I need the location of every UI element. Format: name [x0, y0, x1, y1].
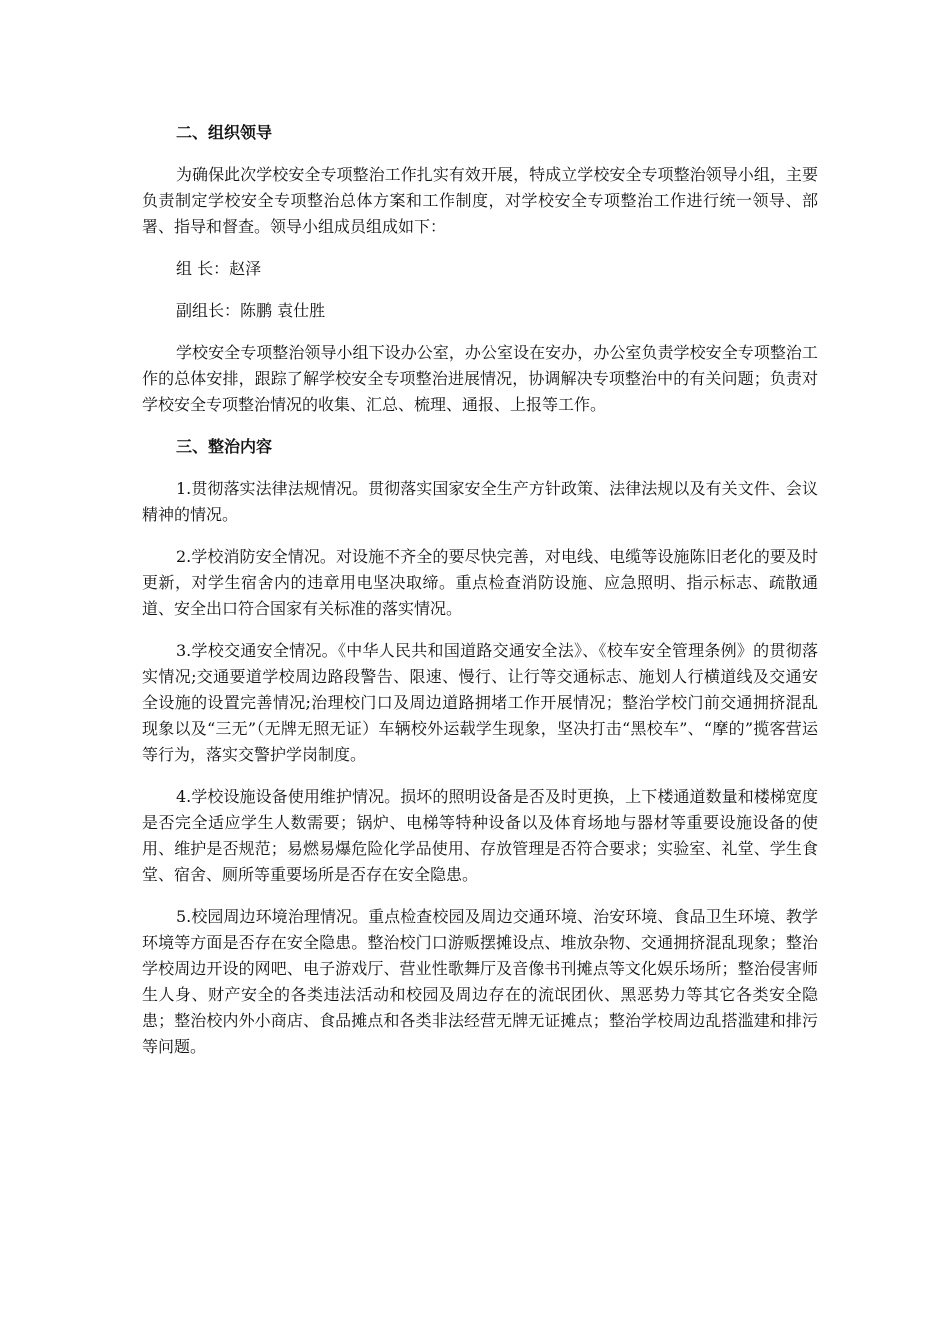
deputy-leader-line [142, 298, 818, 324]
list-item-surroundings: 5.校园周边环境治理情况。重点检查校园及周边交通环境、治安环境、食品卫生环境、教学环境等方面是否存在安全隐患。整治校门口游贩摆摊设点、堆放杂物、交通拥挤混乱现象；整治学校周边开设的网吧、电子游戏厅、营业性歌舞厅及音像书刊摊点等文化娱乐场所；整治侵害师生人身、财产安全的各类违法活动和校园及周边存在的流氓团伙、黑恶势力等其它各类安全隐患；整治校内外小商店、食品摊点和各类非法经营无牌无证摊点；整治学校周边乱搭滥建和排污等问题。 [142, 907, 818, 1056]
list-item-laws: 1.贯彻落实法律法规情况。贯彻落实国家安全生产方针政策、法律法规以及有关文件、会议精神的情况。 [142, 479, 818, 524]
deputy-names: 陈鹏 袁仕胜 [240, 301, 326, 320]
list-item-fire-safety: 2.学校消防安全情况。对设施不齐全的要尽快完善，对电线、电缆等设施陈旧老化的要及时更新，对学生宿舍内的违章用电坚决取缔。重点检查消防设施、应急照明、指示标志、疏散通道、安全出口符合国家有关标准的落实情况。 [142, 547, 818, 618]
leader-label: 组 长： [176, 259, 230, 278]
leader-names: 赵泽 [229, 259, 262, 278]
section-heading-organization: 二、组织领导 [176, 123, 273, 142]
deputy-label: 副组长： [176, 301, 241, 320]
leader-line [142, 256, 818, 282]
paragraph-office: 学校安全专项整治领导小组下设办公室，办公室设在安办，办公室负责学校安全专项整治工作的总体安排，跟踪了解学校安全专项整治进展情况，协调解决专项整治中的有关问题；负责对学校安全专项整治情况的收集、汇总、梳理、通报、上报等工作。 [142, 343, 818, 414]
paragraph-leadership-intro: 为确保此次学校安全专项整治工作扎实有效开展，特成立学校安全专项整治领导小组，主要负责制定学校安全专项整治总体方案和工作制度，对学校安全专项整治工作进行统一领导、部署、指导和督查。领导小组成员组成如下： [142, 165, 818, 236]
list-item-facility-maintenance: 4.学校设施设备使用维护情况。损坏的照明设备是否及时更换，上下楼通道数量和楼梯宽度是否完全适应学生人数需要；锅炉、电梯等特种设备以及体育场地与器材等重要设施设备的使用、维护是否规范；易燃易爆危险化学品使用、存放管理是否符合要求；实验室、礼堂、学生食堂、宿舍、厕所等重要场所是否存在安全隐患。 [142, 787, 818, 884]
section-heading-rectification: 三、整治内容 [176, 437, 273, 456]
document-body [142, 120, 818, 1076]
list-item-traffic-safety: 3.学校交通安全情况。《中华人民共和国道路交通安全法》、《校车安全管理条例》的贯彻落实情况;交通要道学校周边路段警告、限速、慢行、让行等交通标志、施划人行横道线及交通安全设施的设置完善情况;治理校门口及周边道路拥堵工作开展情况；整治学校门前交通拥挤混乱现象以及“三无”（无牌无照无证）车辆校外运载学生现象，坚决打击“黑校车”、“摩的”揽客营运等行为，落实交警护学岗制度。 [142, 641, 818, 764]
